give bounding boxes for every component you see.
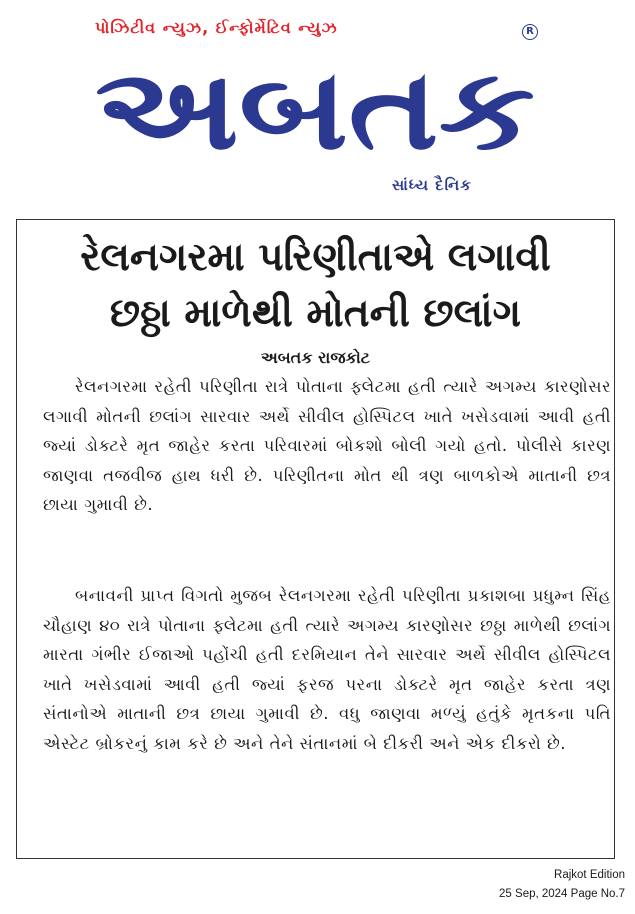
article-byline: અબતક રાજકોટ xyxy=(260,348,371,367)
abtak-logo xyxy=(90,40,540,165)
edition-info xyxy=(499,866,625,904)
masthead-tagline: પોઝિટીવ ન્યુઝ, ઈન્ફોર્મેટિવ ન્યુઝ xyxy=(95,18,338,37)
edition-date-page: 25 Sep, 2024 Page No.7 xyxy=(499,888,625,900)
article-box xyxy=(16,219,615,859)
masthead xyxy=(0,0,635,210)
article-paragraph-2: બનાવની પ્રાપ્ત વિગતો મુજબ રેલનગરમા રહેતી પરિણીતા પ્રકાશબા પ્રધુમ્ન સિંહ ચૌહાણ ૪૦ રાત્રે પોતાના ફ્લેટમા હતી ત્યારે અગમ્ય કારણોસર છઠ્ઠા માળેથી છલાંગ મારતા ગંભીર ઈજાઓ પહોંચી હતી દરમિયાન તેને સારવાર અર્થે સીવીલ હોસ્પિટલ ખાતે ખસેડવામાં આવી હતી જ્યાં ફરજ પરના ડોક્ટરે મૃત જાહેર કરતા ત્રણ સંતાનોએ માતાની છત્ર છાયા ગુમાવી છે. વધુ જાણવા મળ્યું હતુંકે મૃતકના પતિ એસ્ટેટ બ્રોકરનું કામ કરે છે અને તેને સંતાનમાં બે દીકરી અને એક દીકરો છે. xyxy=(43,586,611,753)
registered-mark-icon: R xyxy=(522,24,538,40)
logo-text: અબતક xyxy=(95,45,535,165)
headline-line-2: છઠ્ઠા માળેથી મોતની છલાંગ xyxy=(109,291,522,336)
headline-line-1: રેલનગરમા પરિણીતાએ લગાવી xyxy=(80,235,551,280)
edition-name: Rajkot Edition xyxy=(554,869,625,881)
article-headline xyxy=(17,230,614,342)
masthead-subbrand: સાંધ્ય દૈનિક xyxy=(392,176,472,194)
article-paragraph-1: રેલનગરમા રહેતી પરિણીતા રાત્રે પોતાના ફ્લેટમા હતી ત્યારે અગમ્ય કારણોસર લગાવી મોતની છલાંગ સારવાર અર્થે સીવીલ હોસ્પિટલ ખાતે ખસેડવામાં આવી હતી જ્યાં ડોક્ટરે મૃત જાહેર કરતા પરિવારમાં બોકશો બોલી ગયો હતો. પોલીસે કારણ જાણવા તજવીજ હાથ ધરી છે. પરિણીતના મોત થી ત્રણ બાળકોએ માતાની છત્ર છાયા ગુમાવી છે. xyxy=(43,377,611,514)
